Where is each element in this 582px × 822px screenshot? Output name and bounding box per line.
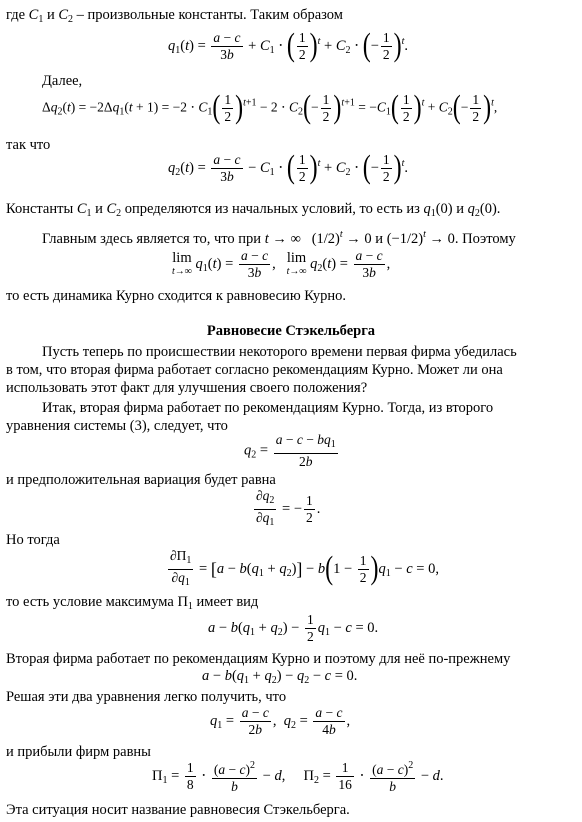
paragraph-conjectural-variation: и предположительная вариация будет равна <box>6 472 276 488</box>
equation-limits: lim t→∞ $q_1(t)$ = $\frac{a - c}{3b}$ , lim t→∞ $q_2(t)$ = $\frac{a - c}{3b}$ , <box>172 248 391 280</box>
paragraph-further: Далее, <box>42 73 83 89</box>
equation-delta-q2: $\Delta q_2(t) = -2\Delta q_1(t + 1) = -2 \cdot C_1$( $\frac{1}{2}$ )$^{t+1} - 2 \cdot C_2(-$ $\frac{1}{2}$ )$^{t+1} = -C_1$( $\frac{1}{2}$ )$^t + C_2(-$ $\frac{1}{2}$ )$^t$, <box>42 90 498 126</box>
paragraph-stackelberg-2a: Итак, вторая фирма работает по рекомендациям Курно. Тогда, из второго <box>42 400 494 416</box>
equation-q2-t: $q_2(t)$ = $\frac{a - c}{3b}$ − $C_1$ ⋅ ( $\frac{1}{2}$ )$^t + C_2$ ⋅ (− $\frac{1}{2}$ )$^t$. <box>168 150 409 186</box>
paragraph-profits: и прибыли фирм равны <box>6 744 151 760</box>
equation-profit-derivative: $\frac{\partial\Pi_1}{\partial q_1}$ = $[a - b(q_1 + q_2)] - b(1$ − $\frac{1}{2}$ )$q_1 - c = 0$, <box>170 548 439 588</box>
equation-q2-reaction: $q_2$ = $\frac{a - c - bq_1}{2b}$ <box>244 432 336 469</box>
paragraph-conclusion: Эта ситуация носит название равновесия Стэкельберга. <box>6 802 350 818</box>
paragraph-main-point: Главным здесь является то, что при t → ∞ $(1/2)^t \to 0$ и $(-1/2)^t \to 0$. Поэтому <box>42 229 516 247</box>
paragraph-stackelberg-2b: уравнения системы (3), следует, что <box>6 418 228 434</box>
paragraph-second-firm: Вторая фирма работает по рекомендациям Курно и поэтому для неё по-прежнему <box>6 651 511 667</box>
section-heading: Равновесие Стэкельберга <box>206 323 376 339</box>
equation-profits: $\Pi_1$ = $\frac{1}{8}$ ⋅ $\frac{(a - c)^2}{b}$ − d, $\Pi_2$ = $\frac{1}{16}$ ⋅ $\frac{(a - c)^2}{b}$ − d. <box>152 760 444 794</box>
equation-solution: $q_1$ = $\frac{a - c}{2b}$ , $q_2$ = $\frac{a - c}{4b}$ , <box>210 705 351 737</box>
paragraph-convergence: то есть динамика Курно сходится к равновесию Курно. <box>6 288 346 304</box>
equation-q1-t: $q_1(t)$ = $\frac{a - c}{3b}$ + $C_1$ ⋅ ( $\frac{1}{2}$ )$^t + C_2$ ⋅ (− $\frac{1}{2}$ )$^t$. <box>168 28 409 64</box>
paragraph-stackelberg-1b: в том, что вторая фирма работает согласно рекомендациям Курно. Может ли она <box>6 362 503 378</box>
paragraph-so-that: так что <box>6 137 51 153</box>
paragraph-max-condition: то есть условие максимума $\Pi_1$ имеет вид <box>6 594 259 612</box>
paragraph-initial-conditions: Константы $C_1$ и $C_2$ определяются из начальных условий, то есть из $q_1(0)$ и $q_2(0)$. <box>6 201 501 219</box>
equation-second-firm: $a - b(q_1 + q_2) - q_2 - c = 0$. <box>202 668 358 686</box>
paragraph-stackelberg-1c: использовать этот факт для улучшения своего положения? <box>6 380 368 396</box>
paragraph-stackelberg-1a: Пусть теперь по происшествии некоторого времени первая фирма убедилась <box>42 344 517 360</box>
equation-variation: $\frac{\partial q_2}{\partial q_1}$ = − $\frac{1}{2}$ . <box>256 488 321 528</box>
paragraph-but-then: Но тогда <box>6 532 60 548</box>
equation-max-condition: $a - b(q_1 + q_2)$ − $\frac{1}{2}$ $q_1 - c = 0$. <box>208 612 379 644</box>
paragraph-solving: Решая эти два уравнения легко получить, что <box>6 689 287 705</box>
paragraph-constants-intro: где $C_1$ и $C_2$ – произвольные константы. Таким образом <box>6 7 343 25</box>
